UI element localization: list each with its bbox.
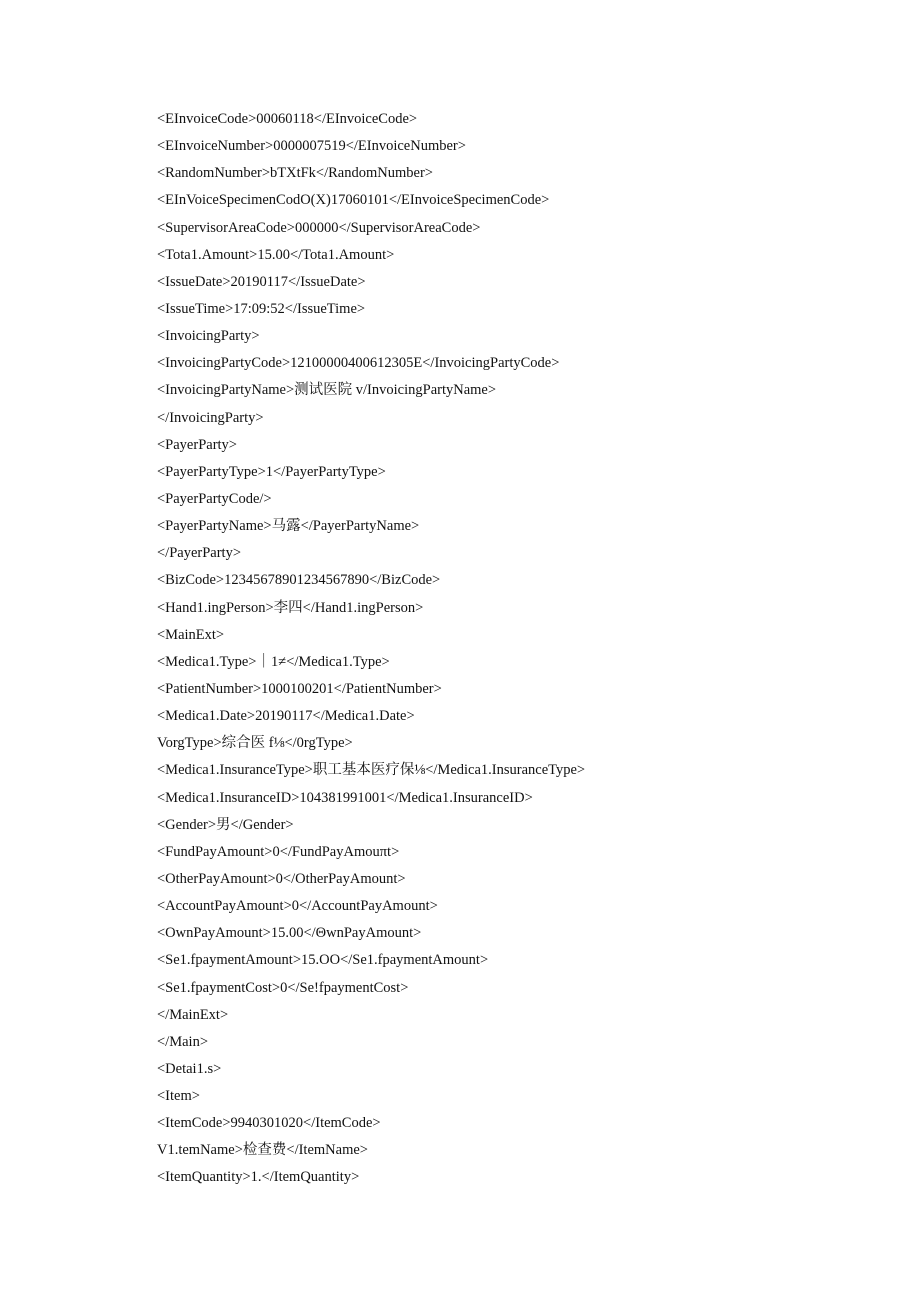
xml-line: <Se1.fpaymentAmount>15.OO</Se1.fpaymentAmount> (157, 952, 489, 969)
xml-line: </Main> (157, 1033, 208, 1050)
xml-line: <PayerParty> (157, 436, 237, 453)
xml-line: VorgType>综合医 f⅛</0rgType> (157, 735, 353, 752)
xml-line: <Medica1.InsuranceType>职工基本医疗保⅛</Medica1.InsuranceType> (157, 762, 586, 779)
xml-line: <Se1.fpaymentCost>0</Se!fpaymentCost> (157, 979, 409, 996)
xml-line: V1.temName>检查费</ItemName> (157, 1142, 368, 1159)
xml-line: <OtherPayAmount>0</OtherPayAmount> (157, 870, 406, 887)
xml-line: <PatientNumber>1000100201</PatientNumber> (157, 680, 442, 697)
xml-line: <Gender>男</Gender> (157, 816, 294, 833)
xml-line: <Medica1.Date>20190117</Medica1.Date> (157, 708, 415, 725)
xml-line: <IssueDate>20190117</IssueDate> (157, 273, 366, 290)
xml-line: <BizCode>12345678901234567890</BizCode> (157, 572, 441, 589)
xml-line: <EInvoiceNumber>0000007519</EInvoiceNumber> (157, 138, 466, 155)
xml-line: <AccountPayAmount>0</AccountPayAmount> (157, 898, 438, 915)
xml-line: <FundPayAmount>0</FundPayAmouπt> (157, 843, 400, 860)
xml-line: <Item> (157, 1088, 200, 1105)
xml-line: <Hand1.ingPerson>李四</Hand1.ingPerson> (157, 599, 424, 616)
xml-line: <OwnPayAmount>15.00</ΘwnPayAmount> (157, 925, 422, 942)
xml-line: <MainExt> (157, 626, 225, 643)
xml-text-block (157, 106, 585, 1192)
xml-line: <ItemCode>9940301020</ItemCode> (157, 1115, 381, 1132)
xml-line: <EInVoiceSpecimenCodO(X)17060101</EInvoiceSpecimenCode> (157, 192, 550, 209)
xml-line: <PayerPartyName>马露</PayerPartyName> (157, 518, 420, 535)
xml-line: <EInvoiceCode>00060118</EInvoiceCode> (157, 111, 418, 127)
xml-line: </PayerParty> (157, 545, 242, 562)
xml-line: <ItemQuantity>1.</ItemQuantity> (157, 1169, 360, 1186)
xml-line: <SupervisorAreaCode>000000</SupervisorAreaCode> (157, 219, 481, 236)
xml-line: <Tota1.Amount>15.00</Tota1.Amount> (157, 246, 395, 263)
xml-line: </InvoicingParty> (157, 409, 264, 426)
xml-line: <PayerPartyCode/> (157, 490, 272, 507)
xml-line: <RandomNumber>bTXtFk</RandomNumber> (157, 165, 433, 182)
xml-line: <Medica1.InsuranceID>104381991001</Medica1.InsuranceID> (157, 789, 533, 806)
xml-line: <IssueTime>17:09:52</IssueTime> (157, 300, 366, 317)
xml-line: <InvoicingPartyName>测试医院 v/InvoicingPartyName> (157, 382, 497, 399)
xml-line: <InvoicingPartyCode>12100000400612305E</InvoicingPartyCode> (157, 355, 560, 372)
xml-line: <Medica1.Type>｜1≠</Medica1.Type> (157, 653, 390, 670)
xml-line: </MainExt> (157, 1006, 229, 1023)
xml-line: <InvoicingParty> (157, 328, 260, 345)
xml-line: <PayerPartyType>1</PayerPartyType> (157, 463, 386, 480)
xml-line: <Detai1.s> (157, 1060, 222, 1077)
